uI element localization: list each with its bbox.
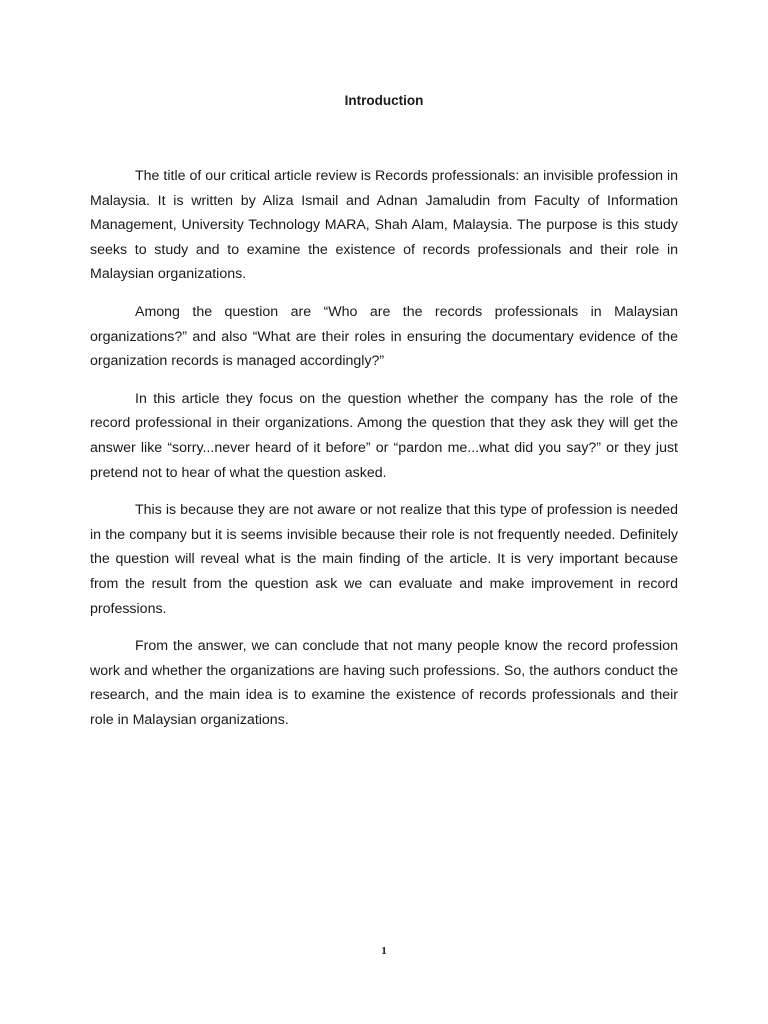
paragraph-research-questions: Among the question are “Who are the records professionals in Malaysian organizations?” and also “What are their roles in ensuring the documentary evidence of the organization records is managed accordingly?” [90,303,678,370]
paragraph-conclusion: From the answer, we can conclude that not many people know the record profession work and whether the organizations are having such professions. So, the authors conduct the research, and the main idea is to examine the existence of records professionals and their role in Malaysian organizations. [90,638,678,728]
paragraph-article-overview: The title of our critical article review is Records professionals: an invisible profession in Malaysia. It is written by Aliza Ismail and Adnan Jamaludin from Faculty of Information Management, University Technology MARA, Shah Alam, Malaysia. The purpose is this study seeks to study and to examine the existence of records professionals and their role in Malaysian organizations. [90,168,678,283]
paragraph-article-focus: In this article they focus on the question whether the company has the role of the record professional in their organizations. Among the question that they ask they will get the answer like “sorry...never heard of it before” or “pardon me...what did you say?” or they just pretend not to hear of what the question asked. [90,390,678,481]
page-title: Introduction [344,93,424,108]
document-body [90,164,678,745]
page-number: 1 [381,945,387,957]
paragraph-awareness: This is because they are not aware or not realize that this type of profession is needed in the company but it is seems invisible because their role is not frequently needed. Definitely the question will reveal what is the main finding of the article. It is very important because from the result from the question ask we can evaluate and make improvement in record professions. [90,502,678,617]
